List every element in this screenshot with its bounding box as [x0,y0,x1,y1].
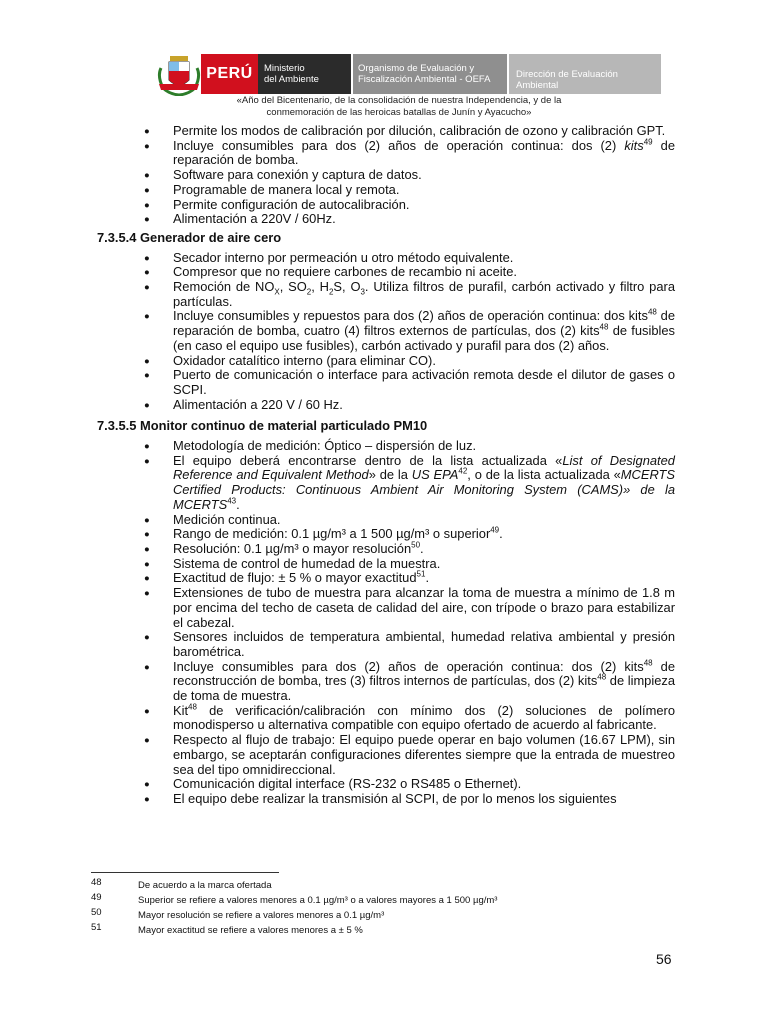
list-item [97,280,675,309]
item-text: Compresor que no requiere carbones de recambio ni aceite. [173,264,517,280]
item-text-italic: List of Designated Reference and Equivalent Method [173,452,675,483]
footnote-ref: 48 [647,308,657,318]
item-text: Sistema de control de humedad de la muestra. [173,555,441,571]
item-text: Kit [173,702,189,718]
directorate-box [509,54,661,94]
list-item [97,439,675,454]
item-text: Rango de medición: 0.1 µg/m³ a 1 500 µg/m³ o superior [173,526,491,542]
item-text: de verificación/calibración con mínimo dos (2) soluciones de polímero monodisperso u alternativa compatible con equipo ofertado de acuerdo al fabricante. [173,702,675,733]
footnote-text: Mayor exactitud se refiere a valores menores a ± 5 % [138,925,363,936]
section-heading-pm10-monitor: 7.3.5.5 Monitor continuo de material particulado PM10 [97,418,428,434]
list-item [97,527,675,542]
year-motto-line2: conmemoración de las heroicas batallas de Junín y Ayacucho» [266,106,532,118]
list-item [97,571,675,586]
footnote-text: De acuerdo a la marca ofertada [138,880,272,891]
footnote-text: Mayor resolución se refiere a valores menores a 0.1 µg/m³ [138,910,385,921]
item-text: Secador interno por permeación u otro método equivalente. [173,249,514,265]
item-text: , SO [279,279,307,295]
item-text: . [420,540,424,556]
item-text: Oxidador catalítico interno (para eliminar CO). [173,352,436,368]
item-text: S, O [333,279,361,295]
subscript: 3 [360,287,365,297]
item-text: Incluye consumibles para dos (2) años de operación continua: dos (2) [173,137,625,153]
list-item [97,454,675,513]
item-text: Incluye consumibles y repuestos para dos (2) años de operación continua: dos kits [173,308,648,324]
item-text: . [236,496,240,512]
item-text: El equipo debe realizar la transmisión al SCPI, de por lo menos los siguientes [173,790,617,806]
list-item [97,168,675,183]
list-item [97,660,675,704]
footnote-ref: 48 [188,702,197,712]
list-item [97,309,675,353]
item-text: Incluye consumibles para dos (2) años de operación continua: dos (2) kits [173,658,644,674]
footnote-number: 51 [91,922,102,933]
year-motto [200,95,598,118]
list-item [97,251,675,266]
list-item [97,792,675,807]
list-item [97,398,675,413]
section-heading-zero-air-generator: 7.3.5.4 Generador de aire cero [97,229,282,245]
ministry-line1: Ministerio [264,63,305,74]
item-text: Permite configuración de autocalibración. [173,196,410,212]
item-text: » de la [368,467,412,483]
item-text: Respecto al flujo de trabajo: El equipo puede operar en bajo volumen (16.67 LPM), sin embargo, se aceptarán configuraciones diferentes siempre que la entrada de muestreo sea del tipo omnidireccional. [173,732,675,777]
agency-box [353,54,507,94]
list-item [97,139,675,168]
footnote-ref: 51 [416,570,426,580]
item-text: Remoción de NO [173,279,275,295]
item-text: Programable de manera local y remota. [173,181,400,197]
ministry-line2: del Ambiente [264,74,319,85]
item-text: Alimentación a 220V / 60Hz. [173,211,336,227]
page-header [0,0,768,118]
list-item [97,265,675,280]
item-text: Extensiones de tubo de muestra para alcanzar la toma de muestra a mínimo de 1.8 m por encima del techo de caseta de calidad del aire, con trípode o brazo para estabilizar el cabezal. [173,585,675,630]
list-item [97,630,675,659]
item-text: , o de la lista actualizada « [467,467,621,483]
agency-line2: Fiscalización Ambiental - OEFA [358,74,491,85]
item-text: Comunicación digital interface (RS-232 o RS485 o Ethernet). [173,776,522,792]
list-item [97,212,675,227]
footnote-ref: 43 [227,496,237,506]
list-item [97,733,675,777]
subscript: 2 [306,287,312,297]
ministry-box [258,54,351,94]
document-body [97,124,675,807]
list-item [97,198,675,213]
footnote-ref: 42 [458,467,468,477]
peru-logo-box [201,54,258,94]
footnote-text: Superior se refiere a valores menores a 0.1 µg/m³ o a valores mayores a 1 500 µg/m³ [138,895,498,906]
footnote-ref: 50 [411,540,421,550]
item-text: de limpieza de toma de muestra. [173,673,675,704]
footnote-number: 49 [91,892,102,903]
list-item [97,124,675,139]
item-text-italic: US EPA [411,467,459,483]
page-number: 56 [656,951,672,967]
footnote-number: 48 [91,877,102,888]
list-item [97,542,675,557]
subscript: 2 [328,287,334,297]
footnote-ref: 49 [643,137,653,147]
footnote-ref: 48 [597,673,607,683]
item-text: , H [311,279,329,295]
item-text: Software para conexión y captura de datos. [173,167,422,183]
item-text-italic: MCERTS Certified Products: Continuous Ambient Air Monitoring System (CAMS)» de la MCERTS [173,467,675,512]
item-text: Medición continua. [173,511,281,527]
footnote-ref: 48 [643,658,653,668]
year-motto-line1: «Año del Bicentenario, de la consolidación de nuestra Independencia, y de la [236,95,562,106]
list-item [97,368,675,397]
item-text: de fusibles (en caso el equipo use fusibles), carbón activado y purafil para dos (2) años. [173,323,675,353]
item-text: de reparación de bomba. [173,137,675,168]
item-text: Sensores incluidos de temperatura ambiental, humedad relativa ambiental y presión barométrica. [173,629,675,659]
item-text: El equipo deberá encontrarse dentro de la lista actualizada « [173,452,563,468]
item-text-italic: kits [624,137,644,153]
item-text: Metodología de medición: Óptico – dispersión de luz. [173,438,477,454]
item-text: . [499,526,503,542]
footnote-ref: 49 [490,525,500,535]
pm10-bullet-list [97,439,675,807]
directorate-label: Dirección de Evaluación Ambiental [516,69,618,91]
subscript: X [274,287,280,297]
item-text: de reparación de bomba, cuatro (4) filtros externos de partículas, dos (2) kits [173,308,675,339]
item-text: de reconstrucción de bomba, tres (3) filtros internos de partículas, dos (2) kits [173,658,676,689]
country-label: PERÚ [206,65,253,82]
item-text: Alimentación a 220 V / 60 Hz. [173,396,343,412]
list-item [97,586,675,630]
footnote-ref: 48 [599,322,609,332]
list-item [97,704,675,733]
top-bullet-list [97,124,675,227]
item-text: Puerto de comunicación o interface para activación remota desde el dilutor de gases o SCPI. [173,367,675,397]
list-item [97,777,675,792]
list-item [97,183,675,198]
item-text: . [425,570,430,586]
item-text: Permite los modos de calibración por dilución, calibración de ozono y calibración GPT. [173,123,666,138]
item-text: Resolución: 0.1 µg/m³ o mayor resolución [173,540,412,556]
item-text: Exactitud de flujo: ± 5 % o mayor exactitud [173,570,417,586]
list-item [97,354,675,369]
peru-coat-of-arms-icon [157,54,201,96]
agency-line1: Organismo de Evaluación y [358,63,475,74]
footnote-divider [91,872,279,873]
footnote-number: 50 [91,907,102,918]
item-text: . Utiliza filtros de purafil, carbón activado y filtro para partículas. [173,279,675,309]
zero-air-bullet-list [97,251,675,413]
